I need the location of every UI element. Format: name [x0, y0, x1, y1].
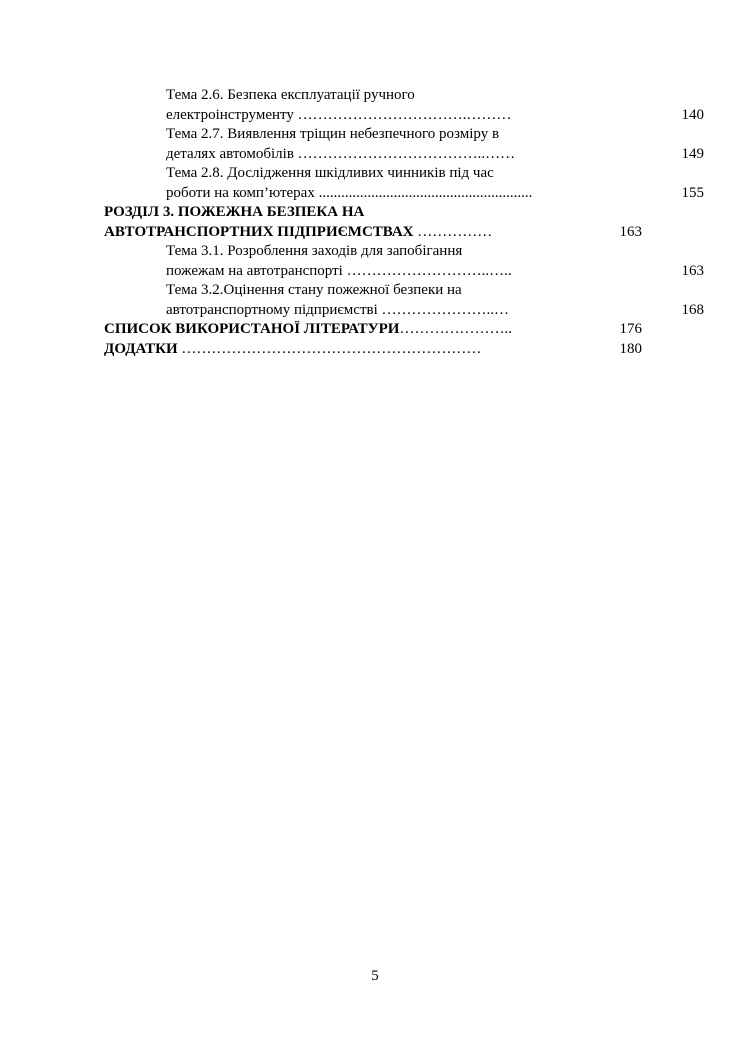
toc-entry-title-cont: деталях автомобілів	[166, 145, 294, 162]
toc-leader-dots: ……………	[413, 223, 493, 240]
toc-page-number: 168	[681, 301, 704, 318]
toc-page-number: 163	[619, 223, 642, 240]
toc-entry-topic-2-6[interactable]	[104, 86, 704, 125]
toc-entry-title: Тема 3.2.Оцінення стану пожежної безпеки на	[166, 282, 462, 298]
toc-entry-title: ДОДАТКИ	[104, 340, 178, 357]
toc-leader-dots: …………………..	[399, 321, 512, 337]
toc-page-number: 149	[681, 145, 704, 162]
toc-entry-title-cont: пожежам на автотранспорті	[166, 262, 343, 279]
toc-page-number: 176	[619, 321, 642, 337]
page-number: 5	[371, 968, 379, 984]
toc-leader-dots: ………………………………..……	[293, 145, 516, 162]
toc-leader-dots: …………………………….………	[293, 106, 512, 123]
toc-leader-dots: .........................................................	[314, 184, 533, 201]
toc-entry-title-cont: електроінструменту	[166, 106, 294, 123]
toc-entry-topic-3-1[interactable]	[104, 242, 704, 281]
toc-entry-references[interactable]	[104, 320, 642, 340]
toc-entry-title-cont: автотранспортному підприємстві	[166, 301, 378, 318]
toc-entry-title: Тема 2.8. Дослідження шкідливих чинників під час	[166, 165, 494, 181]
toc-page-number: 155	[681, 184, 704, 201]
toc-entry-title-cont: АВТОТРАНСПОРТНИХ ПІДПРИЄМСТВАХ	[104, 223, 414, 240]
toc-entry-topic-2-7[interactable]	[104, 125, 704, 164]
toc-entry-title: Тема 3.1. Розроблення заходів для запобігання	[166, 243, 463, 259]
toc-page-number: 140	[681, 106, 704, 123]
toc-entry-title: СПИСОК ВИКОРИСТАНОЇ ЛІТЕРАТУРИ	[104, 321, 400, 337]
toc-entry-title-cont: роботи на комп’ютерах	[166, 184, 315, 201]
toc-entry-topic-3-2[interactable]	[104, 281, 704, 320]
toc-entry-topic-2-8[interactable]	[104, 164, 704, 203]
toc-page-number: 180	[619, 340, 642, 357]
toc-entry-appendices[interactable]	[104, 340, 642, 360]
toc-leader-dots: ………………………..…..	[342, 262, 512, 279]
toc-page-number: 163	[681, 262, 704, 279]
toc-entry-section-3[interactable]	[104, 203, 642, 242]
toc-entry-title: Тема 2.7. Виявлення тріщин небезпечного розміру в	[166, 126, 500, 142]
table-of-contents	[104, 86, 704, 359]
toc-entry-title: Тема 2.6. Безпека експлуатації ручного	[166, 87, 415, 103]
toc-leader-dots: ……………………………………………………	[177, 340, 482, 357]
toc-entry-title: РОЗДІЛ 3. ПОЖЕЖНА БЕЗПЕКА НА	[104, 204, 365, 220]
toc-leader-dots: …………………..…	[377, 301, 510, 318]
